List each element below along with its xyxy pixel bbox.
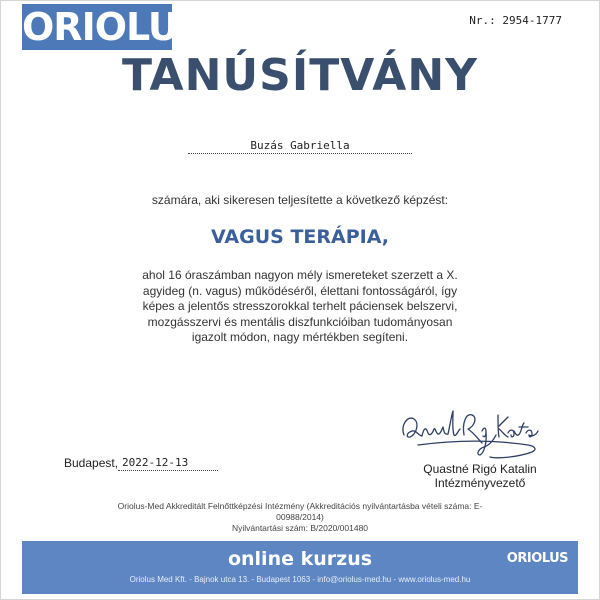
name-underline (188, 153, 412, 154)
date-underline (118, 470, 218, 471)
serial-number: Nr.: 2954-1777 (469, 14, 562, 27)
contact-line: Oriolus Med Kft. - Bajnok utca 13. - Budapest 1063 - info@oriolus-med.hu - www.oriolus-med.hu (129, 575, 471, 584)
oriolus-logo: ORIOLUS (22, 5, 205, 49)
recipient-name: Buzás Gabriella (250, 139, 350, 152)
place-label: Budapest, (64, 456, 119, 470)
signer-name: Quastné Rigó Katalin (423, 462, 537, 476)
banner-title: online kurzus (227, 548, 373, 570)
footer-banner (22, 541, 578, 594)
intro-text: számára, aki sikeresen teljesítette a következő képzést: (151, 193, 449, 207)
handwritten-signature (398, 405, 544, 461)
registration-number: Nyilvántartási szám: B/2020/001480 (231, 523, 369, 533)
course-description: ahol 16 óraszámban nagyon mély ismereteket szerzett a X. agyideg (n. vagus) működéséről, élettani fontosságáról, így képes a jelentős stresszorokkal terhelt páciensek belszervi, mozgásszervi és mentális diszfunkcióiban tudományosan igazolt módon, nagy mértékben segíteni. (142, 268, 458, 344)
issue-date: 2022-12-13 (122, 456, 189, 469)
course-title: VAGUS TERÁPIA, (211, 226, 389, 248)
certificate-title: TANÚSÍTVÁNY (121, 50, 479, 101)
signer-role: Intézményvezető (434, 476, 526, 490)
banner-logo: ORIOLUS (506, 551, 568, 566)
accreditation-text: Oriolus-Med Akkreditált Felnőttképzési Intézmény (Akkreditációs nyilvántartásba vételi száma: E-00988/2014) (117, 501, 483, 522)
